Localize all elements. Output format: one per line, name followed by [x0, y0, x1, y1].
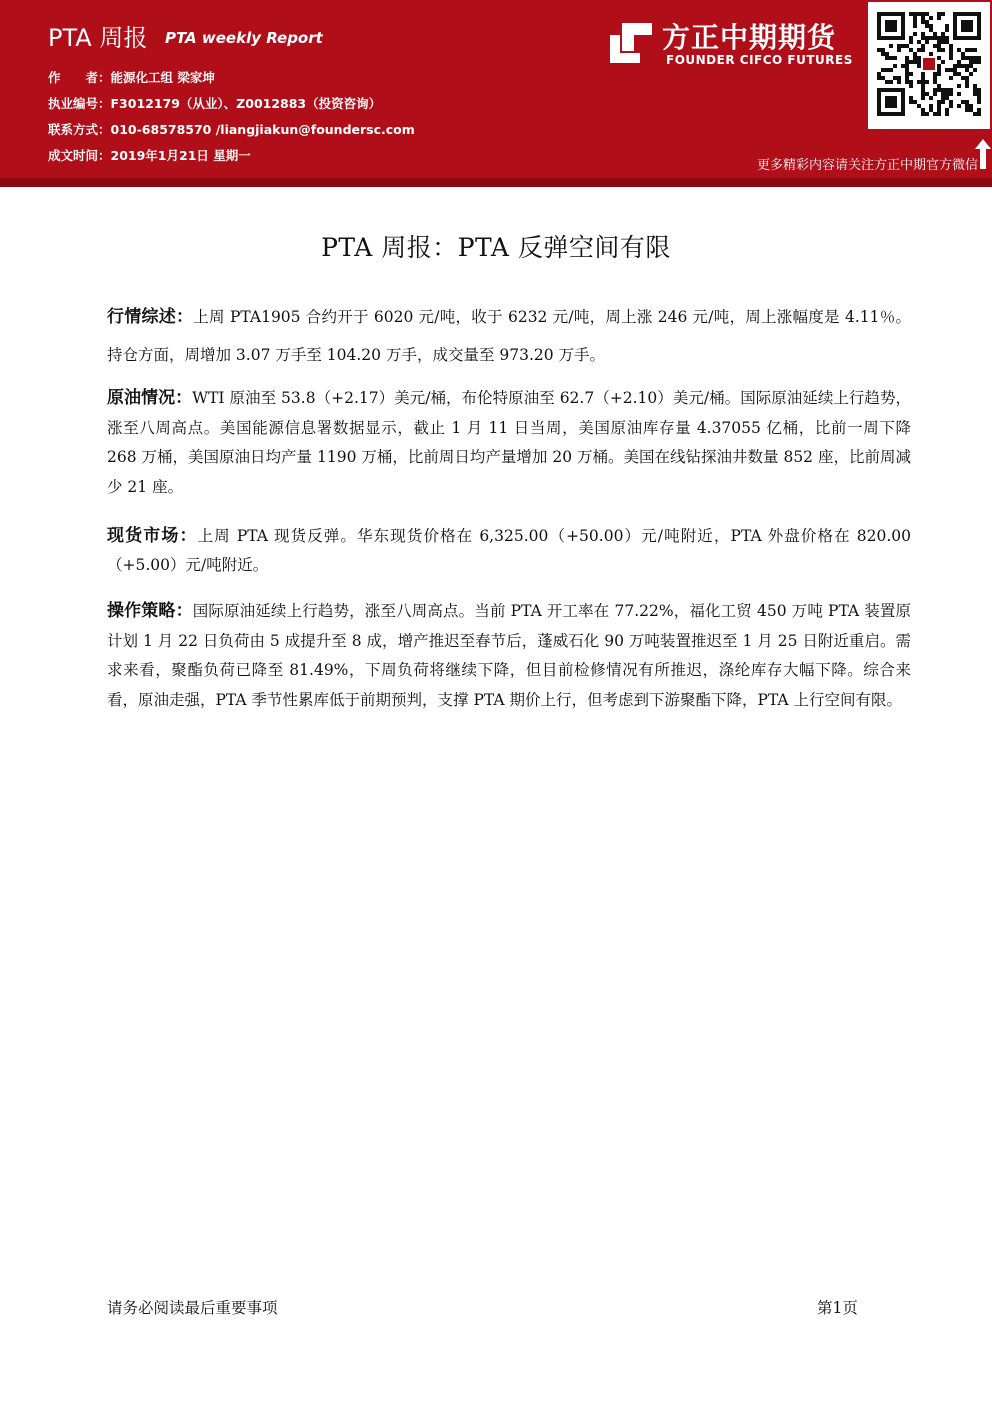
section-crude-oil [107, 384, 911, 502]
section-heading: 现货市场： [107, 526, 198, 546]
contact-value[interactable]: 010-68578570 /liangjiakun@foundersc.com [110, 122, 415, 137]
wechat-follow-tip: 更多精彩内容请关注方正中期官方微信 [756, 158, 978, 173]
up-arrow-icon [975, 139, 991, 169]
section-spot-market [107, 522, 911, 580]
author-value: 能源化工组 梁家坤 [110, 70, 215, 85]
wechat-qr-code-icon [868, 2, 990, 129]
report-title: PTA 周报 [48, 24, 148, 52]
company-name-cn: 方正中期期货 [662, 21, 837, 54]
section-body: WTI 原油至 53.8（+2.17）美元/桶，布伦特原油至 62.7（+2.10）美元/桶。国际原油延续上行趋势，涨至八周高点。美国能源信息署数据显示，截止 1 月 11 日当周，美国原油库存量 4.37055 亿桶，比前一周下降 268 万桶，美国原油日均产量 1190 万桶，比前周日均产量增加 20 万桶。美国在线钻探油井数量 852 座，比前周减少 21 座。 [107, 389, 911, 496]
date-label: 成文时间： [48, 148, 111, 163]
section-heading: 行情综述： [107, 307, 194, 327]
header-divider [0, 178, 992, 187]
section-heading: 原油情况： [107, 388, 193, 408]
section-body: 国际原油延续上行趋势，涨至八周高点。当前 PTA 开工率在 77.22%，福化工贸 450 万吨 PTA 装置原计划 1 月 22 日负荷由 5 成提升至 8 成，增产推迟至春节后，蓬威石化 90 万吨装置推迟至 1 月 25 日附近重启。需求来看，聚酯负荷已降至 81.49%，下周负荷将继续下降，但目前检修情况有所推迟，涤纶库存大幅下降。综合来看，原油走强，PTA 季节性累库低于前期预判，支撑 PTA 期价上行，但考虑到下游聚酯下降，PTA 上行空间有限。 [107, 602, 912, 709]
founder-logo-icon [608, 21, 654, 65]
author-line [48, 68, 215, 86]
section-body: 上周 PTA 现货反弹。华东现货价格在 6,325.00（+50.00）元/吨附近，PTA 外盘价格在 820.00（+5.00）元/吨附近。 [107, 527, 911, 574]
license-line [48, 94, 381, 112]
section-market-overview [107, 298, 911, 374]
footer-disclaimer: 请务必阅读最后重要事项 [107, 1299, 278, 1317]
document-title: PTA 周报：PTA 反弹空间有限 [321, 233, 671, 262]
date-line [48, 146, 251, 164]
section-heading: 操作策略： [107, 601, 193, 621]
page-number: 第1页 [817, 1299, 858, 1317]
license-label: 执业编号： [48, 96, 111, 111]
report-subtitle: PTA weekly Report [165, 29, 323, 47]
contact-line [48, 120, 415, 138]
contact-label: 联系方式： [48, 122, 111, 137]
section-strategy [107, 597, 911, 715]
section-body: 上周 PTA1905 合约开于 6020 元/吨，收于 6232 元/吨，周上涨 246 元/吨，周上涨幅度是 4.11％。持仓方面，周增加 3.07 万手至 104.20 万手，成交量至 973.20 万手。 [107, 308, 912, 364]
license-value: F3012179（从业）、Z0012883（投资咨询） [110, 96, 382, 111]
company-name-en: FOUNDER CIFCO FUTURES [666, 53, 853, 67]
date-value: 2019年1月21日 星期一 [110, 148, 251, 163]
author-label: 作 者： [48, 70, 111, 85]
